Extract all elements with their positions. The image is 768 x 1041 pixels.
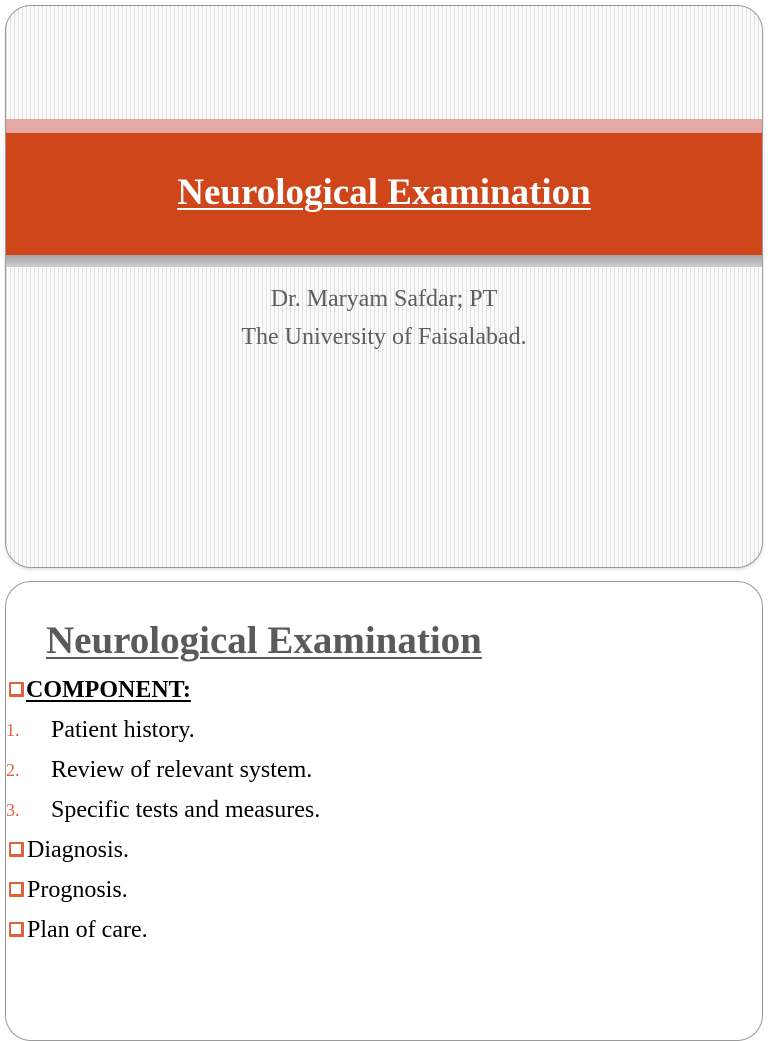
list-number: 3.: [6, 800, 20, 820]
bullet-item: [6, 830, 762, 870]
title-band-top-stripe: [6, 119, 762, 133]
bullet-item-text: Plan of care.: [27, 917, 148, 943]
content-list: [6, 670, 762, 950]
list-item: [6, 790, 762, 830]
list-item: [6, 750, 762, 790]
hollow-square-bullet-icon: [9, 682, 24, 697]
title-slide: [5, 5, 763, 568]
component-heading-text: COMPONENT:: [26, 677, 191, 703]
content-slide-title: Neurological Examination: [46, 619, 482, 662]
list-number: 1.: [6, 720, 20, 740]
bullet-item: [6, 870, 762, 910]
list-item-text: Review of relevant system.: [51, 757, 313, 783]
slide-subtitle: [6, 280, 762, 356]
component-heading: [6, 670, 762, 710]
institution-line: The University of Faisalabad.: [241, 324, 527, 350]
list-item-text: Patient history.: [51, 717, 195, 743]
bullet-item-text: Prognosis.: [27, 877, 128, 903]
list-item-text: Specific tests and measures.: [51, 797, 321, 823]
hollow-square-bullet-icon: [9, 922, 24, 937]
hollow-square-bullet-icon: [9, 882, 24, 897]
hollow-square-bullet-icon: [9, 842, 24, 857]
list-item: [6, 710, 762, 750]
content-slide: [5, 581, 763, 1041]
title-band: [6, 133, 762, 255]
slide-title: Neurological Examination: [177, 171, 591, 213]
list-number: 2.: [6, 760, 20, 780]
bullet-item-text: Diagnosis.: [27, 837, 129, 863]
author-line: Dr. Maryam Safdar; PT: [270, 286, 498, 312]
title-band-shadow-stripe: [6, 255, 762, 267]
bullet-item: [6, 910, 762, 950]
